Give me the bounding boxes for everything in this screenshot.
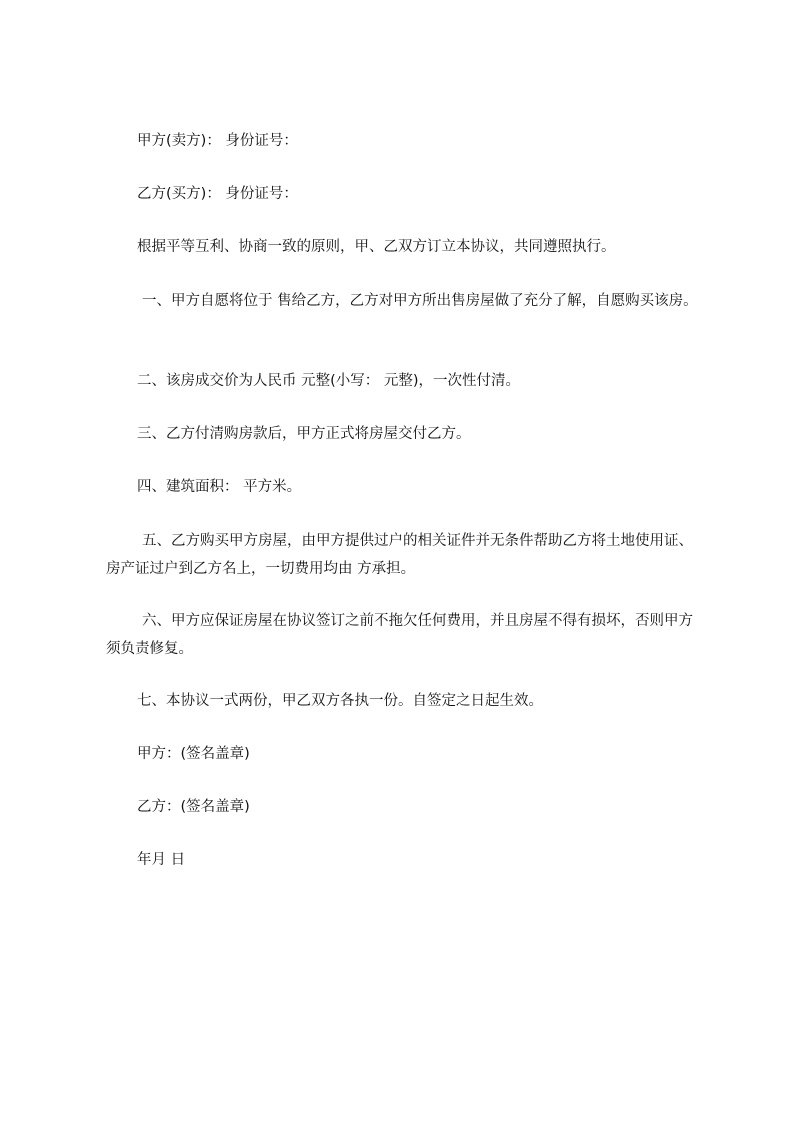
clause-7: 七、本协议一式两份，甲乙双方各执一份。自签定之日起生效。: [137, 693, 543, 709]
clause-2: 二、该房成交价为人民币 元整(小写： 元整)，一次性付清。: [137, 373, 521, 389]
clause-4: 四、建筑面积： 平方米。: [137, 479, 302, 495]
party-b-signature: 乙方：(签名盖章): [137, 799, 250, 815]
clause-1: 一、甲方自愿将位于 售给乙方，乙方对甲方所出售房屋做了充分了解，自愿购买该房。: [142, 293, 698, 309]
party-a-line: 甲方(卖方)： 身份证号：: [137, 133, 298, 149]
clause-3: 三、乙方付清购房款后，甲方正式将房屋交付乙方。: [137, 426, 471, 442]
date-line: 年月 日: [137, 852, 186, 868]
party-b-line: 乙方(买方)： 身份证号：: [137, 186, 298, 202]
preamble-paragraph: 根据平等互利、协商一致的原则，甲、乙双方订立本协议，共同遵照执行。: [137, 239, 616, 255]
party-a-signature: 甲方：(签名盖章): [137, 746, 250, 762]
clause-6: 六、甲方应保证房屋在协议签订之前不拖欠任何费用，并且房屋不得有损坏，否则甲方须负责修复。: [106, 613, 693, 657]
clause-5: 五、乙方购买甲方房屋，由甲方提供过户的相关证件并无条件帮助乙方将土地使用证、房产证过户到乙方名上，一切费用均由 方承担。: [106, 533, 693, 577]
